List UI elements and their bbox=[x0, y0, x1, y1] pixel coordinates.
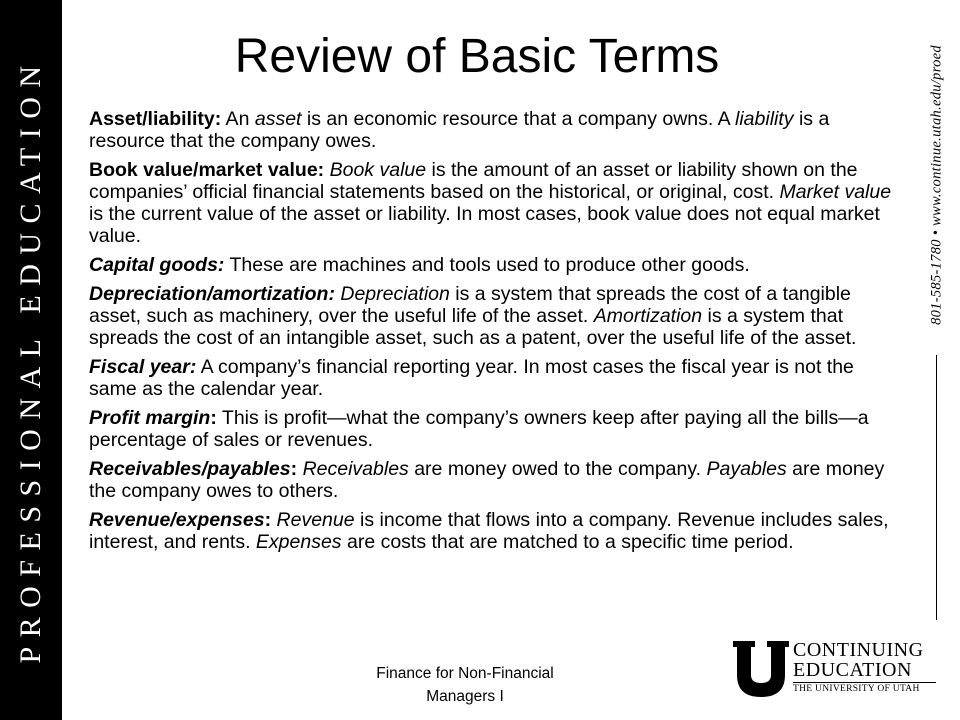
term-emphasis: Receivables bbox=[302, 458, 409, 480]
term-paragraph bbox=[89, 407, 901, 451]
footer-line-1: Finance for Non-Financial bbox=[376, 665, 554, 682]
term-paragraph bbox=[89, 108, 901, 152]
term-text: are costs that are matched to a specific time period. bbox=[341, 531, 794, 553]
term-emphasis: Book value bbox=[329, 159, 427, 181]
term-emphasis: Market value bbox=[779, 181, 892, 203]
term-text: A company’s financial reporting year. In most cases the fiscal year is not the same as the calendar year. bbox=[89, 356, 854, 400]
term-paragraph bbox=[89, 283, 901, 349]
term-text: is the current value of the asset or liability. In most cases, book value does not equal market value. bbox=[89, 203, 880, 247]
contact-vertical-text: 801-585-1780 • www.continue.utah.edu/proed bbox=[928, 45, 945, 325]
term-emphasis: Revenue bbox=[276, 509, 355, 531]
term-name: Capital goods: bbox=[89, 254, 225, 276]
right-divider-rule bbox=[936, 355, 937, 620]
term-name: Book value/market value: bbox=[89, 159, 325, 181]
continuing-education-logo bbox=[733, 637, 938, 699]
term-name: Profit margin bbox=[89, 407, 211, 429]
term-name: Receivables/payables bbox=[89, 458, 291, 480]
terms-list bbox=[89, 108, 901, 560]
term-name: Depreciation/amortization: bbox=[89, 283, 335, 305]
term-text: is a resource that the company owes. bbox=[89, 108, 830, 152]
slide-title: Review of Basic Terms bbox=[234, 30, 720, 83]
term-text: are money the company owes to others. bbox=[89, 458, 885, 502]
term-text: is income that flows into a company. Revenue includes sales, interest, and rents. bbox=[89, 509, 889, 553]
term-text: are money owed to the company. bbox=[408, 458, 707, 480]
term-emphasis: Payables bbox=[706, 458, 787, 480]
footer-line-2: Managers I bbox=[426, 688, 504, 705]
term-emphasis: Expenses bbox=[255, 531, 342, 553]
sidebar-vertical-text: PROFESSIONAL EDUCATION bbox=[14, 56, 47, 664]
logo-line-university: THE UNIVERSITY OF UTAH bbox=[793, 684, 920, 694]
logo-line-education: EDUCATION bbox=[793, 659, 912, 681]
footer-caption bbox=[330, 662, 600, 708]
term-name: Fiscal year: bbox=[89, 356, 197, 378]
term-paragraph bbox=[89, 356, 901, 400]
term-text: This is profit—what the company’s owners keep after paying all the bills—a percentage of sales or revenues. bbox=[89, 407, 869, 451]
term-name: Revenue/expenses bbox=[89, 509, 265, 531]
term-emphasis: Amortization bbox=[593, 305, 703, 327]
term-name: : bbox=[210, 407, 217, 429]
term-text: is an economic resource that a company owns. A bbox=[301, 108, 736, 130]
term-emphasis: asset bbox=[254, 108, 302, 130]
term-paragraph bbox=[89, 159, 901, 247]
term-paragraph bbox=[89, 254, 901, 276]
term-text: is a system that spreads the cost of a tangible asset, such as machinery, over the useful life of the asset. bbox=[89, 283, 851, 327]
term-emphasis: Depreciation bbox=[340, 283, 450, 305]
term-text: An bbox=[221, 108, 255, 130]
term-name: Asset/liability: bbox=[89, 108, 222, 130]
term-text: is a system that spreads the cost of an intangible asset, such as a patent, over the useful life of the asset. bbox=[89, 305, 857, 349]
term-name: : bbox=[264, 509, 272, 531]
university-u-logo-icon bbox=[733, 637, 789, 697]
term-emphasis: liability bbox=[735, 108, 794, 130]
term-name: : bbox=[290, 458, 298, 480]
term-paragraph bbox=[89, 509, 901, 553]
left-sidebar-band bbox=[0, 0, 62, 720]
term-paragraph bbox=[89, 458, 901, 502]
logo-divider bbox=[793, 682, 936, 683]
term-text: These are machines and tools used to produce other goods. bbox=[224, 254, 750, 276]
term-text: is the amount of an asset or liability shown on the companies’ official financial statements based on the historical, or original, cost. bbox=[89, 159, 858, 203]
logo-line-continuing: CONTINUING bbox=[793, 639, 924, 661]
